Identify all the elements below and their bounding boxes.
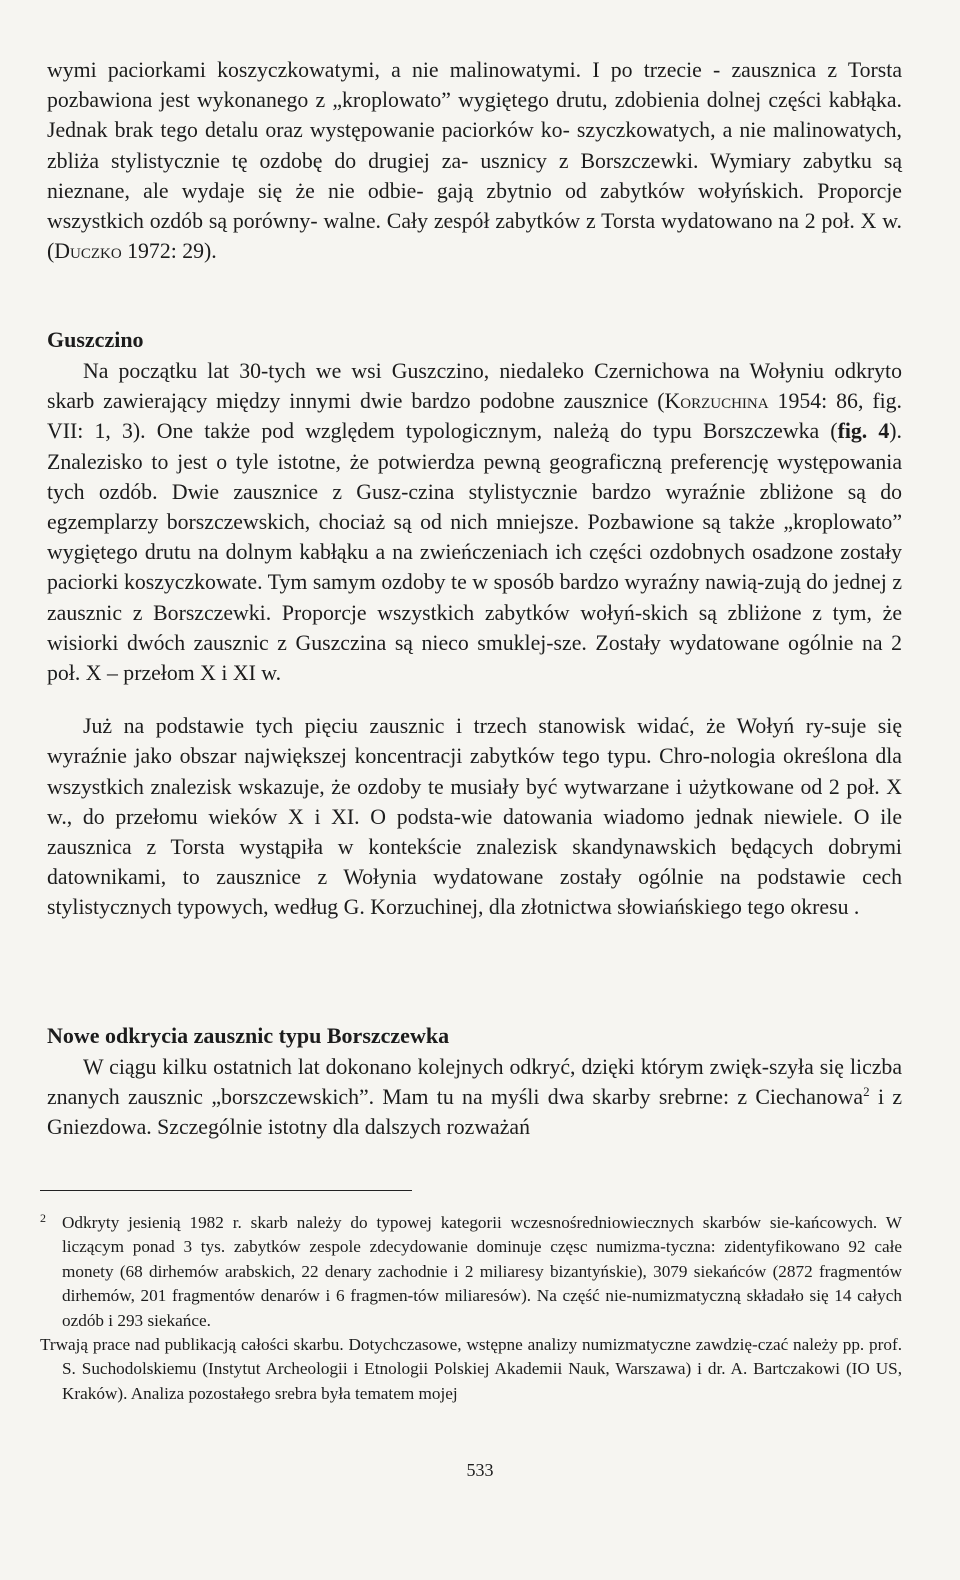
paragraph-text: 1954: 86, fig. VII: 1, 3). One także pod względem typologicznym, należą do typu Borszczewka ( — [47, 389, 903, 444]
section-guszczino-body — [47, 356, 902, 923]
footnote-text: Odkryty jesienią 1982 r. skarb należy do typowej kategorii wczesnośredniowiecznych skarbów sie-kańcowych. W liczącym ponad 3 tys. zabytków zespole zdecydowanie dominuje częsc numizma-tyczna: zidentyfikowano 92 całe monety (68 dirhemów arabskich, 22 denary zachodnie i 2 miliaresy bizantyńskie), 3079 siekańców (2872 fragmentów dirhemów, 201 fragmentów denarów i 6 fragmen-tów miliaresów). Na część nie-numizmatyczną składało się 14 całych ozdób i 293 siekańce. — [62, 1213, 902, 1330]
citation-year: 1972: 29). — [121, 239, 217, 264]
footnote-separator — [40, 1190, 412, 1191]
paragraph: Już na podstawie tych pięciu zausznic i trzech stanowisk widać, że Wołyń ry-suje się wyraźnie jako obszar największej koncentracji zabytków tego typu. Chro-nologia określona dla wszystkich znalezisk wskazuje, że ozdoby te musiały być wytwarzane i użytkowane od 2 poł. X w., do przełomu wieków X i XI. O podsta-wie datowania wiadomo jednak niewiele. O ile zausznica z Torsta wystąpiła w kontekście znalezisk skandynawskich będących dobrymi datownikami, to zausznice z Wołynia wydatowane zostały ogólnie na podstawie cech stylistycznych typowych, według G. Korzuchinej, dla złotnictwa słowiańskiego tego okresu . — [47, 714, 902, 920]
paragraph-text: i z Gniezdowa. Szczególnie istotny dla dalszych rozważań — [47, 1085, 903, 1140]
text-line: walne. Cały zespół zabytków z Torsta wydatowano na 2 poł. X w. ( — [47, 209, 903, 264]
footnote-marker[interactable]: 2 — [863, 1084, 870, 1100]
text-line: dolnej części kabłąka. Jednak brak tego detalu oraz występowanie paciorków ko- — [47, 88, 903, 143]
section-heading-guszczino: Guszczino — [47, 327, 144, 352]
paragraph-text: ). Znalezisko to jest o tyle istotne, że potwierdza pewną geograficzną preferencję występowania tych ozdób. Dwie zausznice z Gusz-czina stylistycznie bardzo wyraźnie zbliżone są do egzemplarzy borszczewskich, chociaż są od nich mniejsze. Pozbawione są także „kroplowato” wygiętego drutu na dolnym kabłąku a na zwieńczeniach ich części ozdobnych osadzone zostały paciorki koszyczkowate. Tym samym ozdoby te w sposób bardzo wyraźny nawią-zują do jednej z zausznic z Borszczewki. Proporcje wszystkich zabytków wołyń-skich są zbliżone z tym, że wisiorki dwóch zausznic z Guszczina są nieco smuklej-sze. Zostały wydatowane ogólnie na 2 poł. X – przełom X i XI w. — [47, 419, 902, 686]
paragraph-text: Na początku lat 30-tych we wsi Guszczino, niedaleko Czernichowa na Wołyniu odkryto skarb zawierający między innymi dwie bardzo podobne zausznice ( — [47, 359, 902, 414]
page-number: 533 — [466, 1460, 494, 1480]
text-line: wymi paciorkami koszyczkowatymi, a nie malinowatymi. I po trzecie - zausznica z — [47, 58, 838, 82]
text-line: gają zbytnio od zabytków wołyńskich. Proporcje wszystkich ozdób są porówny- — [47, 178, 902, 234]
footnote-paragraph: Trwają prace nad publikacją całości skarbu. Dotychczasowe, wstępne analizy numizmatyczne zawdzię-czać należy pp. prof. S. Suchodolskiemu (Instytut Archeologii i Etnologii Polskiej Akademii Nauk, Warszawa) i dr. A. Bartczakowi (IO US, Kraków). Analiza pozostałego srebra była tematem mojej — [40, 1335, 902, 1403]
continued-paragraph — [47, 55, 902, 266]
figure-reference: fig. 4 — [837, 419, 890, 444]
footnote-number: 2 — [40, 1211, 46, 1225]
footnote-paragraph — [40, 1206, 902, 1333]
text-line: usznicy z Borszczewki. Wymiary zabytku są nieznane, ale wydaje się że nie odbie- — [47, 148, 903, 203]
paragraph — [47, 356, 902, 688]
paragraph-text: W ciągu kilku ostatnich lat dokonano kolejnych odkryć, dzięki którym zwięk-szyła się liczba znanych zausznic „borszczewskich”. Mam tu na myśli dwa skarby srebrne: z Ciechanowa — [47, 1055, 902, 1110]
section-heading-new-discoveries: Nowe odkrycia zausznic typu Borszczewka — [47, 1023, 450, 1048]
text-line: szyczkowatych, a nie malinowatych, zbliża stylistycznie tę ozdobę do drugiej za- — [47, 118, 902, 173]
paragraph — [47, 1052, 902, 1143]
footnote — [40, 1206, 902, 1406]
citation-author: Korzuchina — [664, 389, 769, 414]
text-line: Torsta pozbawiona jest wykonanego z „kroplowato” wygiętego drutu, zdobienia — [47, 58, 902, 113]
citation-author: Duczko — [54, 239, 122, 264]
section-new-discoveries-body — [47, 1052, 902, 1143]
